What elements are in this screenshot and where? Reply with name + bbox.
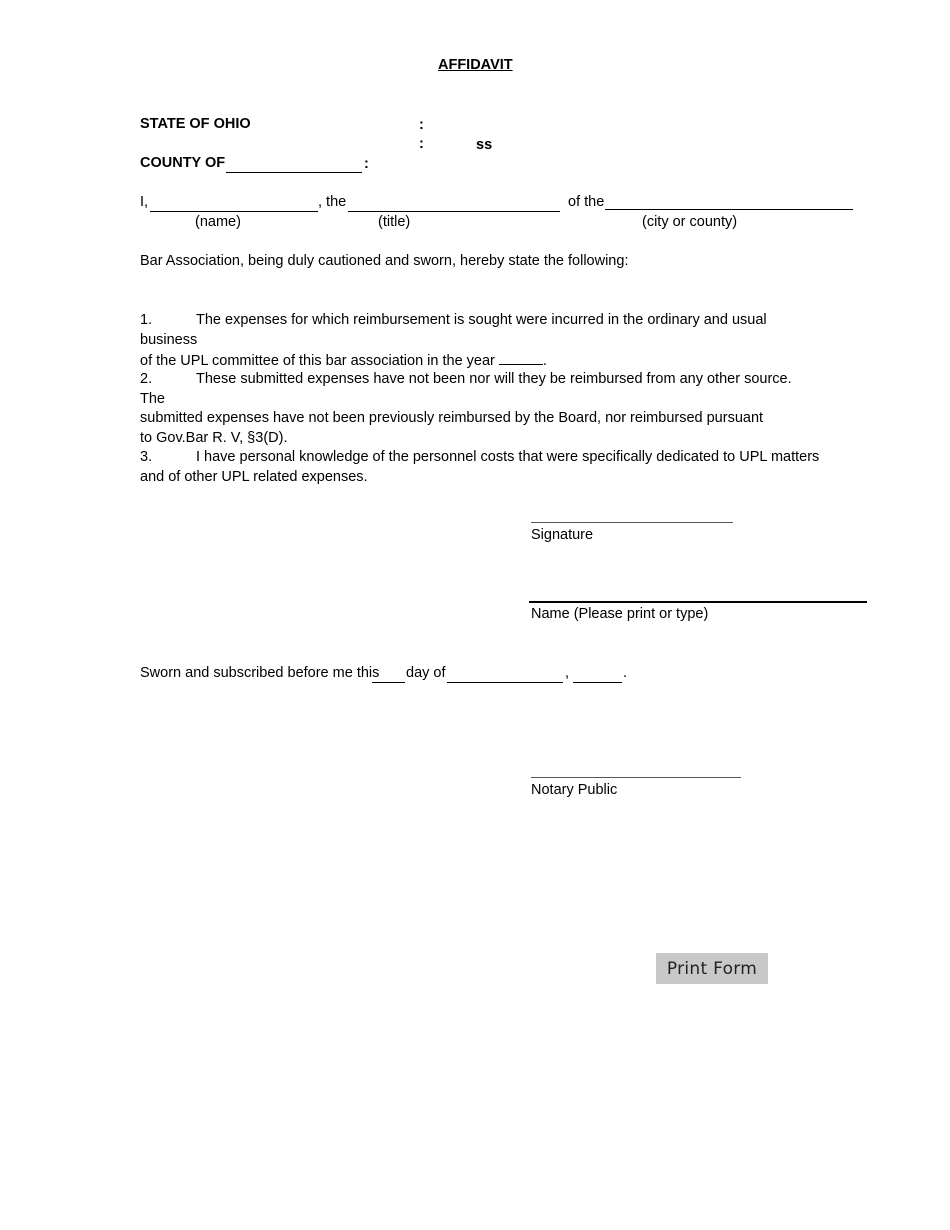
- county-label: COUNTY OF: [140, 155, 226, 171]
- paragraph-text: submitted expenses have not been previously reimbursed by the Board, nor reimbursed pursuant to Gov.Bar R. V, §3(D).: [140, 410, 764, 446]
- paragraph-number: 3.: [140, 449, 153, 465]
- signature-label: Signature: [531, 527, 594, 543]
- paragraph-3: [140, 448, 820, 487]
- sworn-day-of: day of: [406, 665, 446, 681]
- paragraph-number: 1.: [140, 312, 153, 328]
- paragraph-text: These submitted expenses have not been nor will they be reimbursed from any other source. The: [140, 371, 792, 407]
- paragraph-number: 2.: [140, 371, 153, 387]
- venue-colon-2: :: [419, 136, 424, 152]
- ss-label: ss: [476, 137, 493, 153]
- paragraph-text: and of other UPL related expenses.: [140, 468, 368, 485]
- sworn-end: .: [623, 665, 628, 681]
- notary-signature-field[interactable]: [531, 777, 741, 778]
- paragraph-2: [140, 370, 820, 448]
- printed-name-field[interactable]: [529, 601, 867, 603]
- sworn-prefix: Sworn and subscribed before me this: [140, 665, 380, 681]
- day-field[interactable]: [372, 682, 405, 683]
- identity-the: , the: [318, 194, 347, 210]
- title-caption: (title): [378, 214, 411, 230]
- month-field[interactable]: [447, 682, 563, 683]
- county-field[interactable]: [226, 172, 362, 173]
- state-label: STATE OF OHIO: [140, 116, 251, 132]
- paragraph-text: The expenses for which reimbursement is sought were incurred in the ordinary and usual business: [140, 312, 767, 348]
- paragraph-1: [140, 311, 820, 372]
- page-title: AFFIDAVIT: [438, 57, 513, 73]
- sworn-comma: ,: [565, 665, 570, 681]
- signature-field[interactable]: [531, 522, 733, 523]
- identity-prefix: I,: [140, 194, 149, 210]
- printed-name-label: Name (Please print or type): [531, 606, 709, 622]
- county-colon: :: [364, 156, 369, 172]
- name-field[interactable]: [150, 211, 318, 212]
- sworn-year-field[interactable]: [573, 682, 622, 683]
- print-form-button[interactable]: Print Form: [656, 953, 768, 984]
- year-field[interactable]: [499, 350, 543, 365]
- intro-text: Bar Association, being duly cautioned and sworn, hereby state the following:: [140, 253, 629, 269]
- notary-label: Notary Public: [531, 782, 618, 798]
- paragraph-end: .: [542, 353, 547, 369]
- title-field[interactable]: [348, 211, 560, 212]
- paragraph-text: I have personal knowledge of the personnel costs that were specifically dedicated to UPL matters: [196, 449, 820, 465]
- venue-colon-1: :: [419, 117, 424, 133]
- identity-of-the: of the: [568, 194, 605, 210]
- paragraph-text: of the UPL committee of this bar association in the year: [140, 353, 495, 369]
- city-county-field[interactable]: [605, 209, 853, 210]
- name-caption: (name): [195, 214, 241, 230]
- city-caption: (city or county): [642, 214, 738, 230]
